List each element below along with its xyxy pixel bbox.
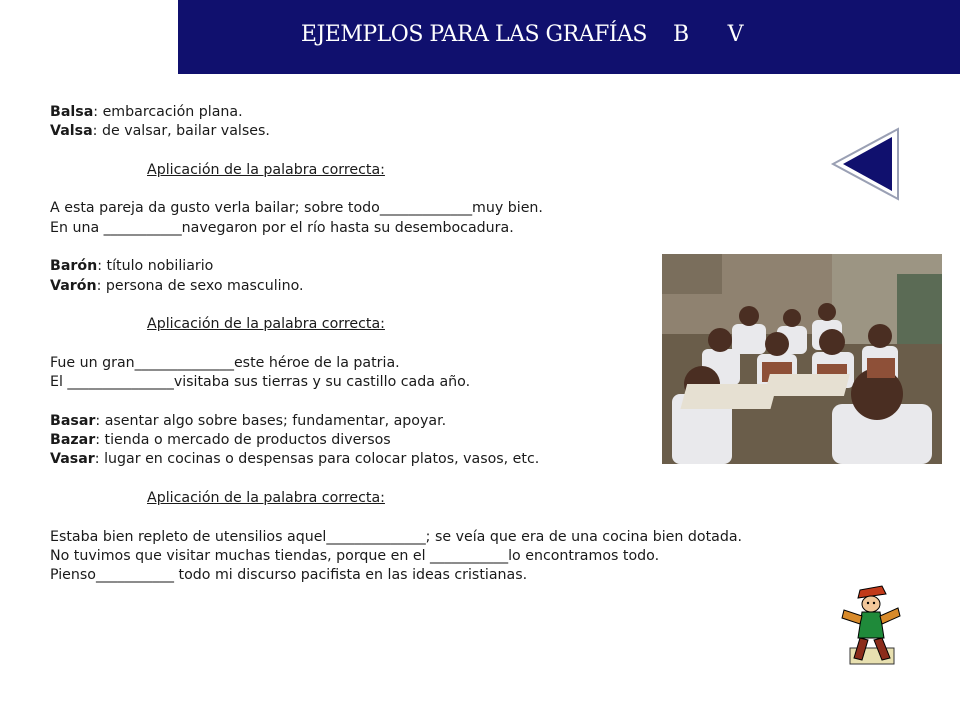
section-heading: Aplicación de la palabra correcta: [147, 316, 385, 333]
exercise-sentence: En una ___________navegaron por el río hasta su desembocadura. [50, 219, 514, 236]
definition-term: Varón [50, 277, 97, 294]
definition-text: : lugar en cocinas o despensas para colocar platos, vasos, etc. [94, 451, 540, 468]
definition-text: : tienda o mercado de productos diversos [95, 432, 391, 449]
definition-text: : persona de sexo masculino. [96, 277, 304, 294]
back-arrow-icon [830, 127, 900, 201]
classroom-photo [662, 254, 942, 464]
exercise-sentence: Pienso___________ todo mi discurso pacifista en las ideas cristianas. [50, 567, 528, 584]
definition-term: Basar [50, 412, 96, 429]
definition-text: : embarcación plana. [93, 104, 243, 120]
definition-term: Balsa [50, 104, 94, 120]
exercise-sentence: A esta pareja da gusto verla bailar; sobre todo_____________muy bien. [50, 200, 543, 217]
exercise-sentence: Estaba bien repleto de utensilios aquel______________; se veía que era de una cocina bien dotada. [50, 528, 743, 545]
definition-term: Bazar [50, 432, 96, 449]
definition-text: : de valsar, bailar valses. [92, 123, 270, 140]
definition-text: : título nobiliario [97, 258, 214, 275]
definition-term: Barón [50, 258, 98, 275]
exercise-sentence: Fue un gran______________este héroe de la patria. [50, 354, 400, 371]
definition-term: Vasar [50, 451, 95, 468]
cartoon-character-icon [838, 580, 904, 670]
page-title: EJEMPLOS PARA LAS GRAFÍAS B V [300, 22, 743, 47]
definition-line [50, 122, 790, 141]
definition-term: Valsa [50, 123, 93, 140]
section-heading: Aplicación de la palabra correcta: [147, 161, 385, 178]
exercise-sentence: El _______________visitaba sus tierras y su castillo cada año. [50, 374, 471, 391]
exercise-sentence: No tuvimos que visitar muchas tiendas, porque en el ___________lo encontramos todo. [50, 547, 660, 564]
definition-line [50, 103, 790, 122]
section-heading: Aplicación de la palabra correcta: [147, 489, 385, 506]
back-button[interactable] [830, 127, 900, 201]
definition-text: : asentar algo sobre bases; fundamentar, apoyar. [95, 412, 447, 429]
